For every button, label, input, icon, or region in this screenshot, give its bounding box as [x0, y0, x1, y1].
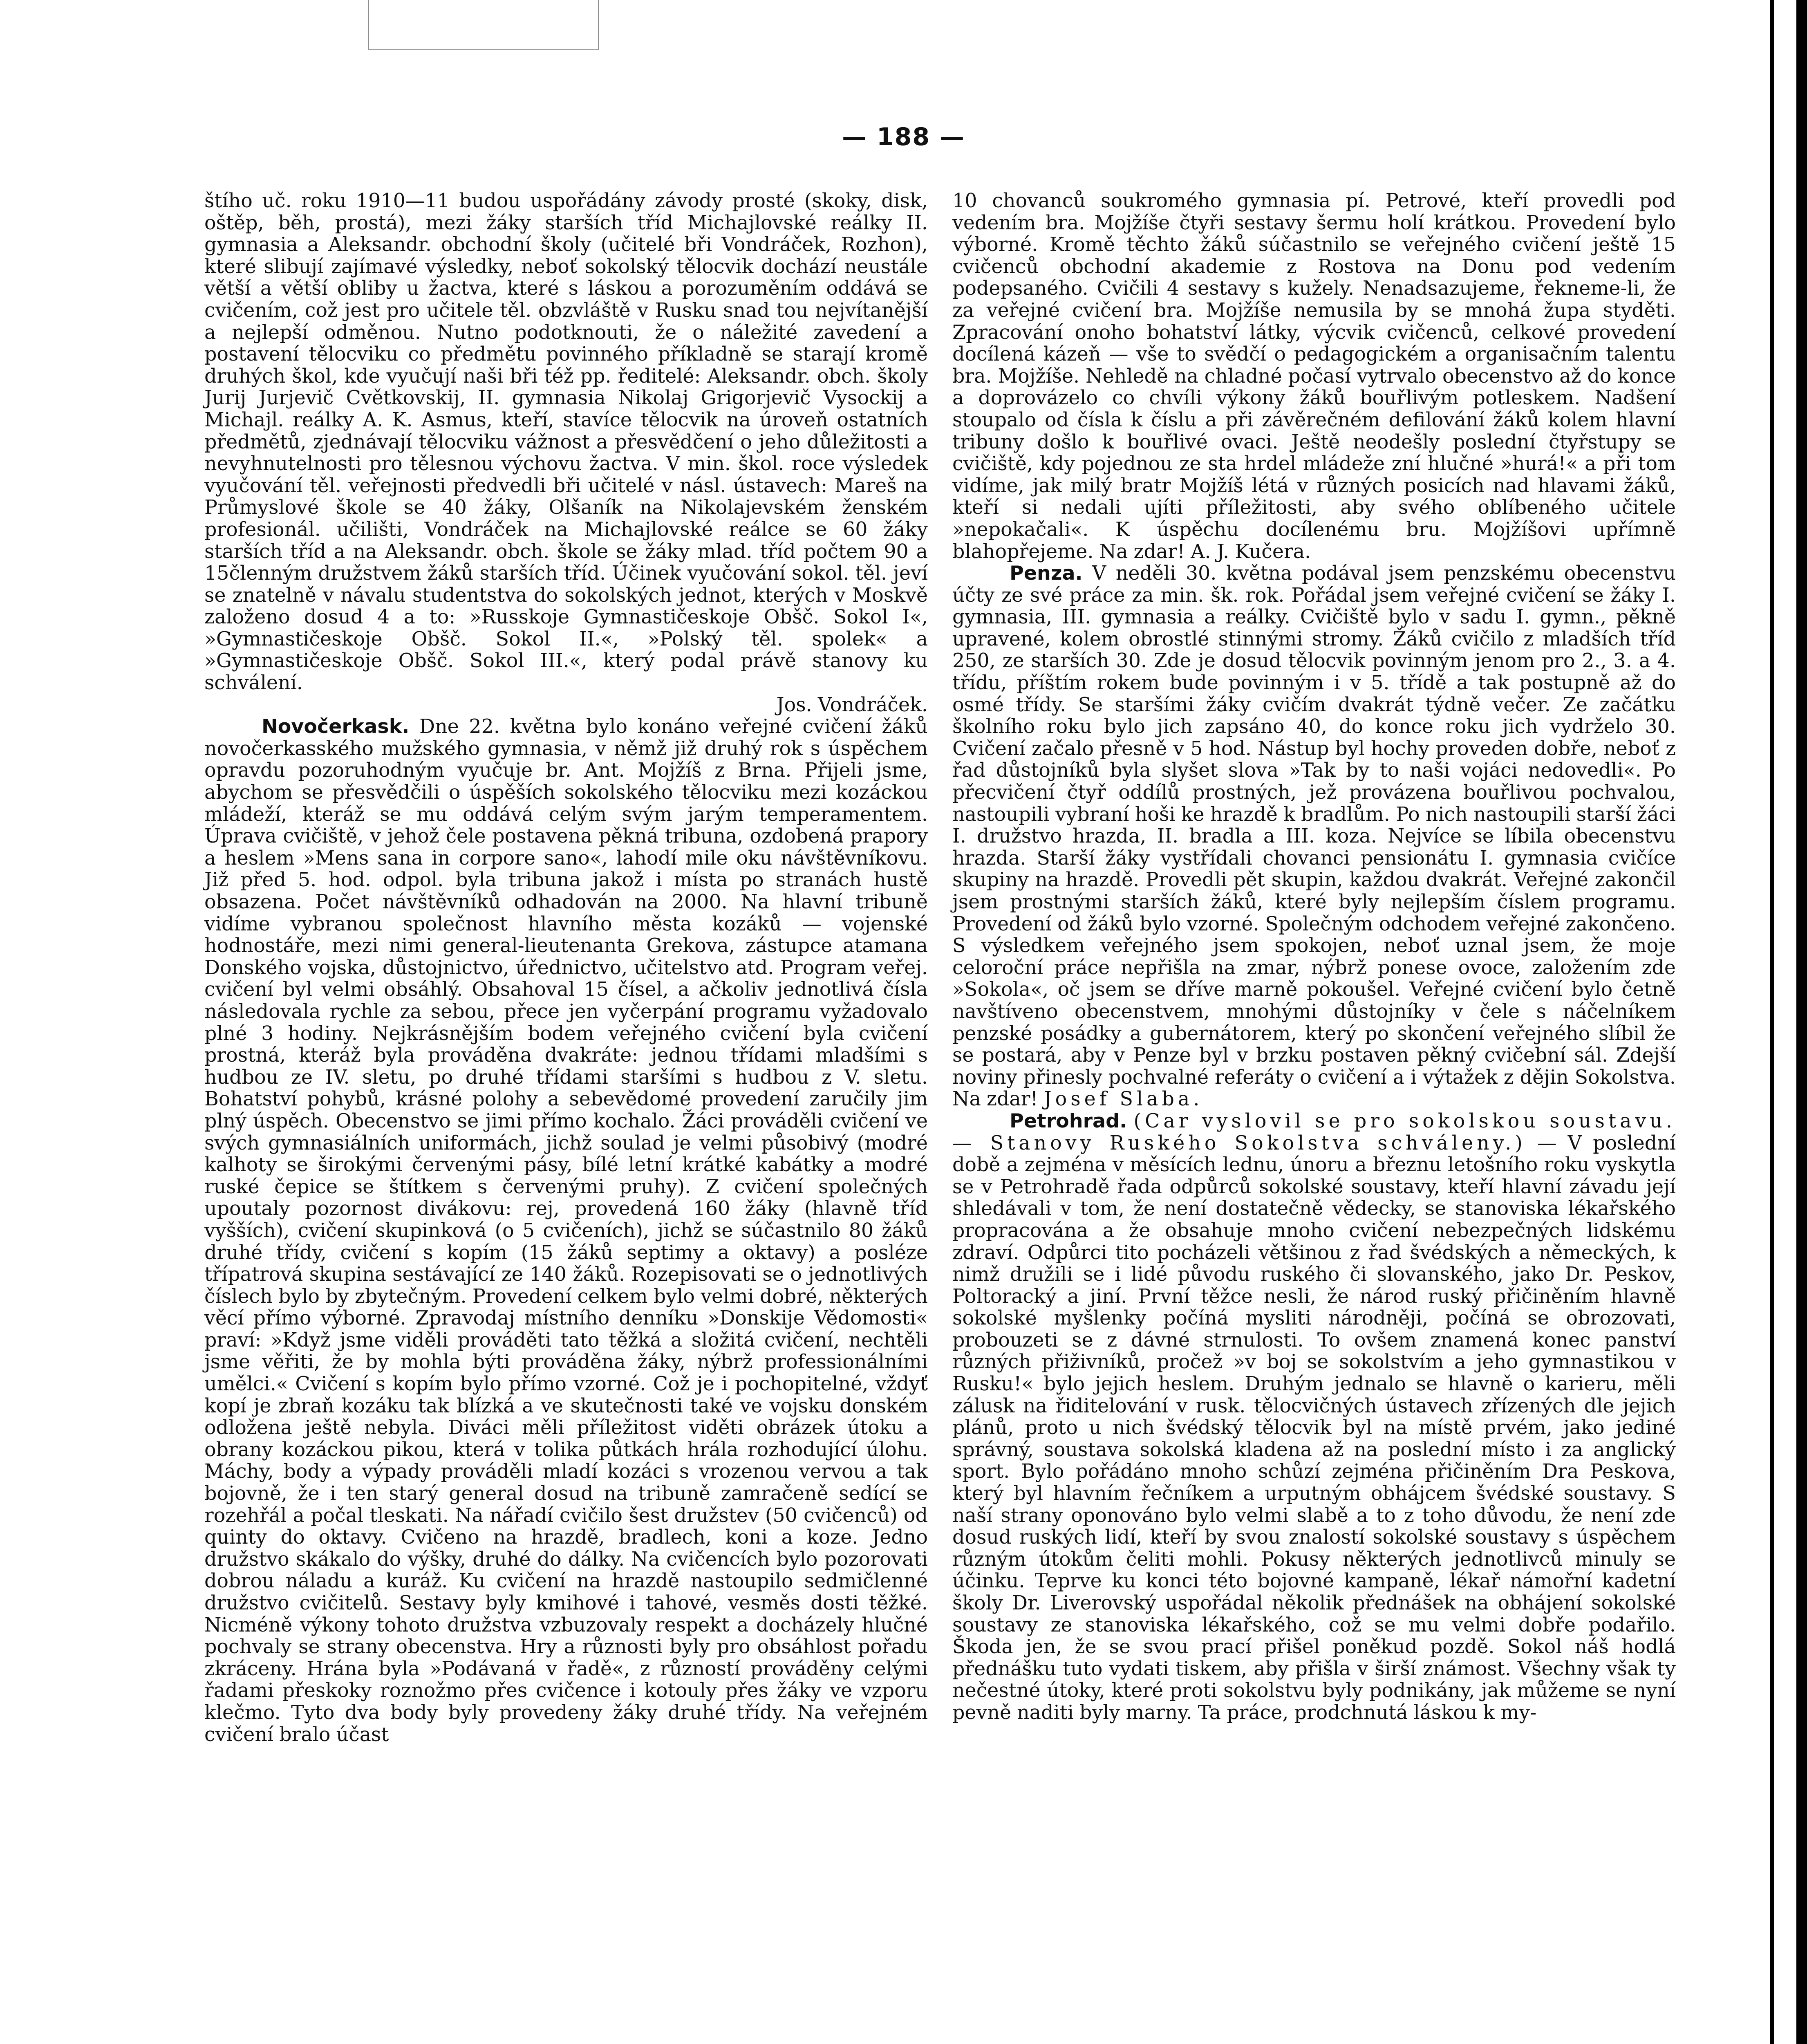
novocherkassk-report-continued: [952, 190, 1676, 563]
novocherkassk-text: Dne 22. května bylo konáno veřejné cvičení žáků novočerkasského mužského gymnasia, v němž již druhý rok s úspěchem opravdu pozoruhodným vyučuje br. Ant. Mojžíš z Brna. Přijeli jsme, abychom se přesvědčili o úspěších sokolského tělocviku mezi kozáckou mládeží, kteráž se mu oddává celým svým jarým temperamentem. Úprava cvičiště, v jehož čele postavena pěkná tribuna, ozdobená prapory a heslem »Mens sana in corpore sano«, lahodí mile oku návštěvníkovu. Již před 5. hod. odpol. byla tribuna jakož i místa po stranách hustě obsazena. Počet návštěvníků odhadován na 2000. Na hlavní tribuně vidíme vybranou společnost hlavního města kozáků — vojenské hodnostáře, mezi nimi general-lieutenanta Grekova, zástupce atamana Donského vojska, důstojnictvo, úřednictvo, učitelstvo atd. Program veřej. cvičení byl velmi obsáhlý. Obsahoval 15 čísel, a ačkoliv jednotlivá čísla následovala rychle za sebou, přece jen vyčerpání programu vyžadovalo plné 3 hodiny. Nejkrásnějším bodem veřejného cvičení byla cvičení prostná, kteráž byla prováděna dvakráte: jednou třídami mladšími s hudbou ze IV. sletu, po druhé třídami staršími s hudbou z V. sletu. Bohatství pohybů, krásné polohy a sebevědomé provedení zaručily jim plný úspěch. Obecenstvo se jimi přímo kochalo. Žáci prováděli cvičení ve svých gymnasiálních uniformách, jichž soulad je velmi působivý (modré kalhoty se širokými červenými pásy, bílé letní krátké kabátky a modré ruské čepice se štítkem s červenými pruhy). Z cvičení společných upoutaly pozornost divákovu: rej, provedená 160 žáky (hlavně tříd vyšších), cvičení skupinková (o 5 cvičeních), jichž se súčastnilo 80 žáků druhé třídy, cvičení s kopím (15 žáků septimy a oktavy) a posléze třípatrová skupina sestávající ze 140 žáků. Rozepisovati se o jednotlivých číslech bylo by zbytečným. Provedení celkem bylo velmi dobré, některých věcí přímo výborné. Zpravodaj místního denníku »Donskije Vědomosti« praví: »Když jsme viděli prováděti tato těžká a složitá cvičení, nechtěli jsme věřiti, že by mohla býti prováděna žáky, nýbrž professionálními umělci.« Cvičení s kopím bylo přímo vzorné. Což je i pochopitelné, vždyť kopí je zbraň kozáku tak blízká a ve skutečnosti také ve vojsku donském odložena ještě nebyla. Diváci měli příležitost viděti obrázek útoku a obrany kozáckou pikou, která v tolika půtkách hrála rozhodující úlohu. Máchy, body a výpady prováděli mladí kozáci s vrozenou vervou a tak bojovně, že i ten starý general dosud na tribuně zamračeně sedící se rozehřál a počal tleskati. Na nářadí cvičilo šest družstev (50 cvičenců) od quinty do oktavy. Cvičeno na hrazdě, bradlech, koni a koze. Jedno družstvo skákalo do výšky, druhé do dálky. Na cvičencích bylo pozorovati dobrou náladu a kuráž. Ku cvičení na hrazdě nastoupilo sedmičlenné družstvo cvičitelů. Sestavy byly kmihové i tahové, vesměs dosti těžké. Nicméně výkony tohoto družstva vzbuzovaly respekt a docházely hlučné pochvaly se strany obecenstva. Hry a různosti byly pro obsáhlost pořadu zkráceny. Hrána byla »Podávaná v řadě«, z růzností prováděny celými řadami přeskoky roznožmo přes cvičence i kotouly přes žáky ve vzporu klečmo. Tyto dva body byly provedeny žáky druhé třídy. Na veřejném cvičení bralo účast: [204, 715, 928, 1746]
left-column: [204, 190, 928, 1746]
penza-text: V neděli 30. května podával jsem penzskému obecenstvu účty ze své práce za min. šk. rok. Pořádal jsem veřejné cvičení se žáky I. gymnasia, III. gymnasia a reálky. Cvičiště bylo v sadu I. gymn., pěkně upravené, kolem obrostlé stinnými stromy. Žáků cvičilo z mladších tříd 250, ze starších 30. Zde je dosud tělocvik povinným jenom pro 2., 3. a 4. třídu, příštím rokem bude povinným i v 5. třídě a tak postupně až do osmé třídy. Se staršími žáky cvičím dvakrát týdně večer. Ze začátku školního roku bylo jich zapsáno 40, do konce roku jich vydrželo 30. Cvičení začalo přesně v 5 hod. Nástup byl hochy proveden dobře, neboť z řad důstojníků byla slyšet slova »Tak by to naši vojáci nedovedli«. Po přecvičení čtyř oddílů prostných, jež provázena bouřlivou pochvalou, nastoupili vybraní hoši ke hrazdě k bradlům. Po nich nastoupili starší žáci I. družstvo hrazda, II. bradla a III. koza. Nejvíce se líbila obecenstvu hrazda. Starší žáky vystřídali chovanci pensionátu I. gymnasia cvičíce skupiny na hrazdě. Provedli pět skupin, každou dvakrát. Veřejné zakončil jsem prostnými starších žáků, které byly nejlepším číslem programu. Provedení od žáků bylo vzorné. Společným odchodem veřejné zakončeno. S výsledkem veřejného jsem spokojen, neboť uznal jsem, že moje celoroční práce nepřišla na zmar, nýbrž ponese ovoce, založením zde »Sokola«, oč jsem se dříve marně pokoušel. Veřejné cvičení bylo četně navštíveno obecenstvem, mnohými důstojníky v čele s náčelníkem penzské posádky a gubernátorem, který po skončení veřejného slíbil že se postará, aby v Penze byl v brzku postaven pěkný cvičební sál. Zdejší noviny přinesly pochvalné referáty o cvičení a i výtažek z dějin Sokolstva. Na zdar!: [952, 562, 1676, 1111]
novocherkassk-text-continued: 10 chovanců soukromého gymnasia pí. Petrové, kteří provedli pod vedením bra. Mojžíše čtyři sestavy šermu holí krátkou. Provedení bylo výborné. Kromě těchto žáků súčastnilo se veřejného cvičení ještě 15 cvičenců obchodní akademie z Rostova na Donu pod vedením podepsaného. Cvičili 4 sestavy s kužely. Nenadsazujeme, řekneme-li, že za veřejné cvičení bra. Mojžíše nemusila by se mnohá župa styděti. Zpracování onoho bohatství látky, výcvik cvičenců, celkové provedení docílená kázeň — vše to svědčí o pedagogickém a organisačním talentu bra. Mojžíše. Nehledě na chladné počasí vytrvalo obecenstvo až do konce a doprovázelo co chvíli výkony žáků bouřlivým potleskem. Nadšení stoupalo od čísla k číslu a při závěrečném defilování žáků kolem hlavní tribuny došlo k bouřlivé ovaci. Ještě neodešly poslední čtyřstupy se cvičiště, kdy pojednou ze sta hrdel mládeže zní hlučné »hurá!« a při tom vidíme, jak milý bratr Mojžíš létá v různých posicích nad hlavami žáků, kteří si nedali ujíti příležitosti, aby svého oblíbeného učitele »nepokačali«. K úspěchu docílenému bru. Mojžíšovi upřímně blahopřejeme. Na zdar! A. J. Kučera.: [952, 190, 1676, 563]
penza-signature: Josef Slaba.: [1043, 1088, 1203, 1111]
petrograd-report: [952, 1110, 1676, 1724]
right-column: [952, 190, 1676, 1724]
page-number: — 188 —: [842, 123, 965, 151]
scan-border-right-outer: [1796, 0, 1807, 2044]
moscow-report-text: štího uč. roku 1910—11 budou uspořádány závody prosté (skoky, disk, oštěp, běh, prostá), mezi žáky starších tříd Michajlovské reálky II. gymnasia a Aleksandr. obchodní školy (učitelé bři Vondráček, Rozhon), které slibují zajímavé výsledky, neboť sokolský tělocvik dochází neustále větší a větší obliby u žactva, které s láskou a porozuměním oddává se cvičením, což jest pro učitele těl. obzvláště v Rusku snad tou nejvítanější a nejlepší odměnou. Nutno podotknouti, že o náležité zavedení a postavení tělocviku co předmětu povinného příkladně se starají kromě druhých škol, kde vyučují naši bři též pp. ředitelé: Aleksandr. obch. školy Jurij Jurjevič Cvětkovskij, II. gymnasia Nikolaj Grigorjevič Vysockij a Michajl. reálky A. K. Asmus, kteří, stavíce tělocvik na úroveň ostatních předmětů, zjednávají tělocviku vážnost a přesvědčení o jeho důležitosti a nevyhnutelnosti pro tělesnou výchovu žactva. V min. škol. roce výsledek vyučování těl. veřejnosti předvedli bři učitelé v násl. ústavech: Mareš na Průmyslové škole se 40 žáky, Olšaník na Nikolajevském ženském profesionál. učilišti, Vondráček na Michajlovské reálce se 60 žáky starších tříd a na Aleksandr. obch. škole se žáky mlad. tříd počtem 90 a 15členným družstvem žáků starších tříd. Účinek vyučování sokol. těl. jeví se znatelně v návalu studentstva do sokolských jednot, kterých v Moskvě založeno dosud 4 a to: »Russkoje Gymnastičeskoje Obšč. Sokol I«, »Gymnastičeskoje Obšč. Sokol II.«, »Polský těl. spolek« a »Gymnastičeskoje Obšč. Sokol III.«, který podal právě stanovy ku schválení.: [204, 190, 928, 695]
binding-mark: [368, 0, 599, 50]
moscow-report-signature: Jos. Vondráček.: [776, 693, 928, 716]
scan-border-right: [1770, 0, 1774, 2044]
petrograd-subtitle: (Car vyslovil se pro sokolskou soustavu. — Stanovy Ruského Sokolstva schváleny.): [952, 1109, 1676, 1154]
petrograd-heading: Petrohrad.: [1010, 1109, 1127, 1132]
novocherkassk-heading: Novočerkask.: [262, 715, 410, 738]
novocherkassk-report: [204, 716, 928, 1746]
penza-heading: Penza.: [1010, 562, 1083, 585]
moscow-report-continued: [204, 190, 928, 716]
penza-report: [952, 563, 1676, 1110]
petrograd-text: — V poslední době a zejména v měsících lednu, únoru a březnu letošního roku vyskytla se v Petrohradě řada odpůrců sokolské soustavy, kteří hlavní závadu její shledávali v tom, že není dostatečně vědecky, se stanoviska lékařského propracována a že obsahuje mnoho cvičení nebezpečných lidskému zdraví. Odpůrci tito pocházeli většinou z řad švédských a německých, k nimž družili se i lidé původu ruského či slovanského, jako Dr. Peskov, Poltoracký a jiní. První těžce nesli, že národ ruský přičiněním hlavně sokolské myšlenky počíná mysliti národněji, počíná se obrozovati, probouzeti se z dávné strnulosti. To ovšem znamená konec panství různých přiživníků, pročež »v boj se sokolstvím a jeho gymnastikou v Rusku!« bylo jejich heslem. Druhým jednalo se hlavně o karieru, měli zálusk na řiditelování v rusk. tělocvičných ústavech zřízených dle jejich plánů, proto u nich švédský tělocvik byl na místě prvém, jako jediné správný, soustava sokolská kladena až na poslední místo i za anglický sport. Bylo pořádáno mnoho schůzí zejména přičiněním Dra Peskova, který byl hlavním řečníkem a urputným obhájcem švédské soustavy. S naší strany oponováno bylo velmi slabě a to z toho důvodu, že není zde dosud ruských lidí, kteří by svou znalostí sokolské soustavy s úspěchem různým útokům čeliti mohli. Pokusy některých jednotlivců minuly se účinku. Teprve ku konci této bojovné kampaně, lékař námořní kadetní školy Dr. Liverovský uspořádal několik přednášek na obhájení sokolské soustavy ze stanoviska lékařského, což se mu velmi dobře podařilo. Škoda jen, že se svou prací přišel poněkud pozdě. Sokol náš hodlá přednášku tuto vydati tiskem, aby přišla v širší známost. Všechny však ty nečestné útoky, které proti sokolstvu byly podnikány, jak můžeme se nyní pevně naditi byly marny. Ta práce, prodchnutá láskou k my-: [952, 1132, 1676, 1724]
